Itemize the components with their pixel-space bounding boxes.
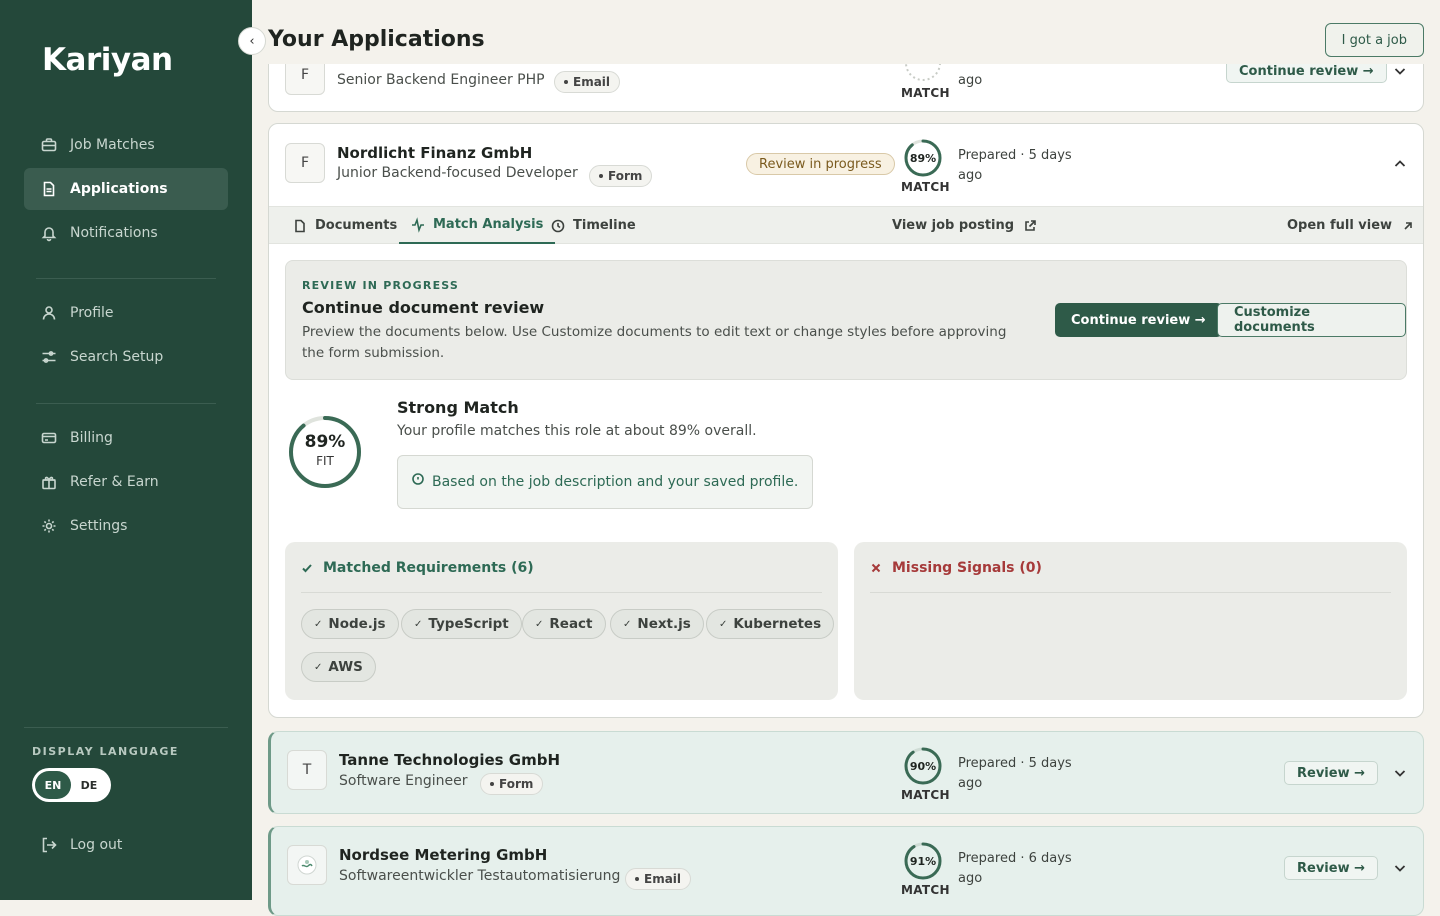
review-description: Preview the documents below. Use Customize documents to edit text or change styles before approving the form submission. [302,324,1007,361]
skill-chip: ✓ Kubernetes [706,609,834,639]
sidebar-nav-primary [24,124,228,256]
company-name: Tanne Technologies GmbH [339,751,561,769]
chevron-down-icon[interactable] [1392,63,1408,79]
check-icon [301,562,313,574]
job-role: Softwareentwickler Testautomatisierung [339,868,621,884]
sidebar-item-refer-earn[interactable] [24,461,228,503]
sidebar-item-job-matches[interactable] [24,124,228,166]
sidebar-item-settings[interactable] [24,505,228,547]
match-label: MATCH [901,883,950,897]
sidebar-nav-profile [24,292,228,380]
company-avatar: F [285,143,325,183]
review-button[interactable]: Review → [1284,761,1378,785]
sidebar-item-label: Settings [70,518,128,534]
external-link-icon [1024,220,1036,232]
match-ring [903,841,943,881]
missing-signals-panel [854,542,1407,700]
sidebar-item-label: Billing [70,430,113,446]
missing-signals-title: Missing Signals (0) [870,560,1042,576]
sidebar-item-label: Search Setup [70,349,164,365]
fit-label: FIT [316,454,334,468]
application-card-expanded [268,123,1424,718]
match-percent: 90% [909,760,937,773]
chevron-left-icon: ‹ [249,33,255,49]
sidebar-item-label: Profile [70,305,114,321]
match-ring [903,138,943,178]
company-name: Nordsee Metering GmbH [339,846,548,864]
application-card[interactable] [268,731,1424,814]
sidebar [0,0,255,900]
prepared-text: ago [958,73,983,88]
match-ring [903,746,943,786]
skill-chip: ✓ Node.js [301,609,399,639]
status-badge: Review in progress [746,153,895,175]
document-icon [40,180,58,198]
divider [301,592,822,593]
fit-description: Your profile matches this role at about 89% overall. [397,423,757,439]
sidebar-item-profile[interactable] [24,292,228,334]
match-label: MATCH [901,788,950,802]
skill-chip: ✓ React [522,609,606,639]
company-logo-icon [287,845,327,885]
skill-chip: ✓ Next.js [610,609,704,639]
job-role: Software Engineer [339,773,468,789]
credit-card-icon [40,429,58,447]
review-kicker: REVIEW IN PROGRESS [302,279,460,292]
review-button[interactable]: Review → [1284,856,1378,880]
match-percent: 89% [909,152,937,165]
sidebar-item-search-setup[interactable] [24,336,228,378]
language-option-de[interactable]: DE [80,778,98,792]
sidebar-item-applications[interactable] [24,168,228,210]
bell-icon [40,224,58,242]
gear-icon [40,517,58,535]
chevron-down-icon[interactable] [1392,860,1408,876]
review-in-progress-panel [285,260,1407,380]
sidebar-nav-account [24,417,228,549]
file-icon [293,219,307,233]
detail-tabs [269,206,1423,244]
tab-timeline[interactable]: Timeline [551,207,636,244]
matched-requirements-panel [285,542,838,700]
language-toggle [32,768,111,802]
job-role: Senior Backend Engineer PHP [337,72,545,88]
continue-review-button[interactable]: Continue review → [1226,59,1387,83]
chevron-down-icon[interactable] [1392,765,1408,781]
channel-chip: Form [480,773,543,795]
open-full-view-link[interactable]: Open full view [1287,207,1414,244]
prepared-text: Prepared · 6 days ago [958,851,1072,886]
arrow-up-right-icon [1402,220,1414,232]
company-avatar: T [287,750,327,790]
sliders-icon [40,348,58,366]
activity-icon [411,218,425,232]
customize-documents-button[interactable]: Customize documents [1217,303,1406,337]
page-header [252,0,1440,64]
got-job-button[interactable]: I got a job [1325,23,1424,57]
match-label: MATCH [901,86,950,100]
briefcase-icon [40,136,58,154]
company-name: Nordlicht Finanz GmbH [337,144,533,162]
channel-chip: Email [625,868,691,890]
tab-documents[interactable]: Documents [293,207,397,244]
continue-review-button[interactable]: Continue review → [1055,303,1222,337]
language-option-en[interactable]: EN [35,771,71,799]
sidebar-item-notifications[interactable] [24,212,228,254]
app-logo[interactable]: Kariyan [42,42,173,78]
matched-requirements-title: Matched Requirements (6) [301,560,534,576]
channel-chip: Form [589,165,652,187]
job-role: Junior Backend-focused Developer [337,165,578,181]
fit-percent: 89% [304,432,346,452]
page-title: Your Applications [268,27,485,52]
sidebar-item-label: Applications [70,181,168,197]
x-icon [870,562,882,574]
logout-icon [40,836,58,854]
sidebar-item-billing[interactable] [24,417,228,459]
logout-label: Log out [70,837,123,853]
collapse-sidebar-button[interactable] [238,27,266,55]
match-label: MATCH [901,180,950,194]
prepared-text: Prepared · 5 days ago [958,148,1072,183]
display-language-title: DISPLAY LANGUAGE [32,745,179,758]
sidebar-item-label: Refer & Earn [70,474,159,490]
main-content [249,0,1440,900]
divider [870,592,1391,593]
match-percent: 91% [909,855,937,868]
view-job-posting-link[interactable]: View job posting [892,207,1036,244]
sidebar-divider [24,727,228,728]
clock-icon [551,219,565,233]
skill-chip: ✓ AWS [301,652,376,682]
channel-chip: Email [554,71,620,93]
fit-ring [287,414,363,490]
skill-chip: ✓ TypeScript [401,609,522,639]
sidebar-divider [36,278,216,279]
gift-icon [40,473,58,491]
tab-match-analysis[interactable]: Match Analysis [399,207,555,244]
user-icon [40,304,58,322]
logout-button[interactable] [40,836,122,854]
sidebar-item-label: Job Matches [70,137,155,153]
fit-title: Strong Match [397,398,519,417]
review-title: Continue document review [302,298,545,317]
info-icon [412,473,424,485]
company-avatar: F [285,55,325,95]
application-card[interactable] [268,826,1424,916]
sidebar-item-label: Notifications [70,225,158,241]
fit-note: Based on the job description and your saved profile. [397,455,813,509]
chevron-up-icon[interactable] [1392,156,1408,172]
sidebar-divider [36,403,216,404]
prepared-text: Prepared · 5 days ago [958,756,1072,791]
